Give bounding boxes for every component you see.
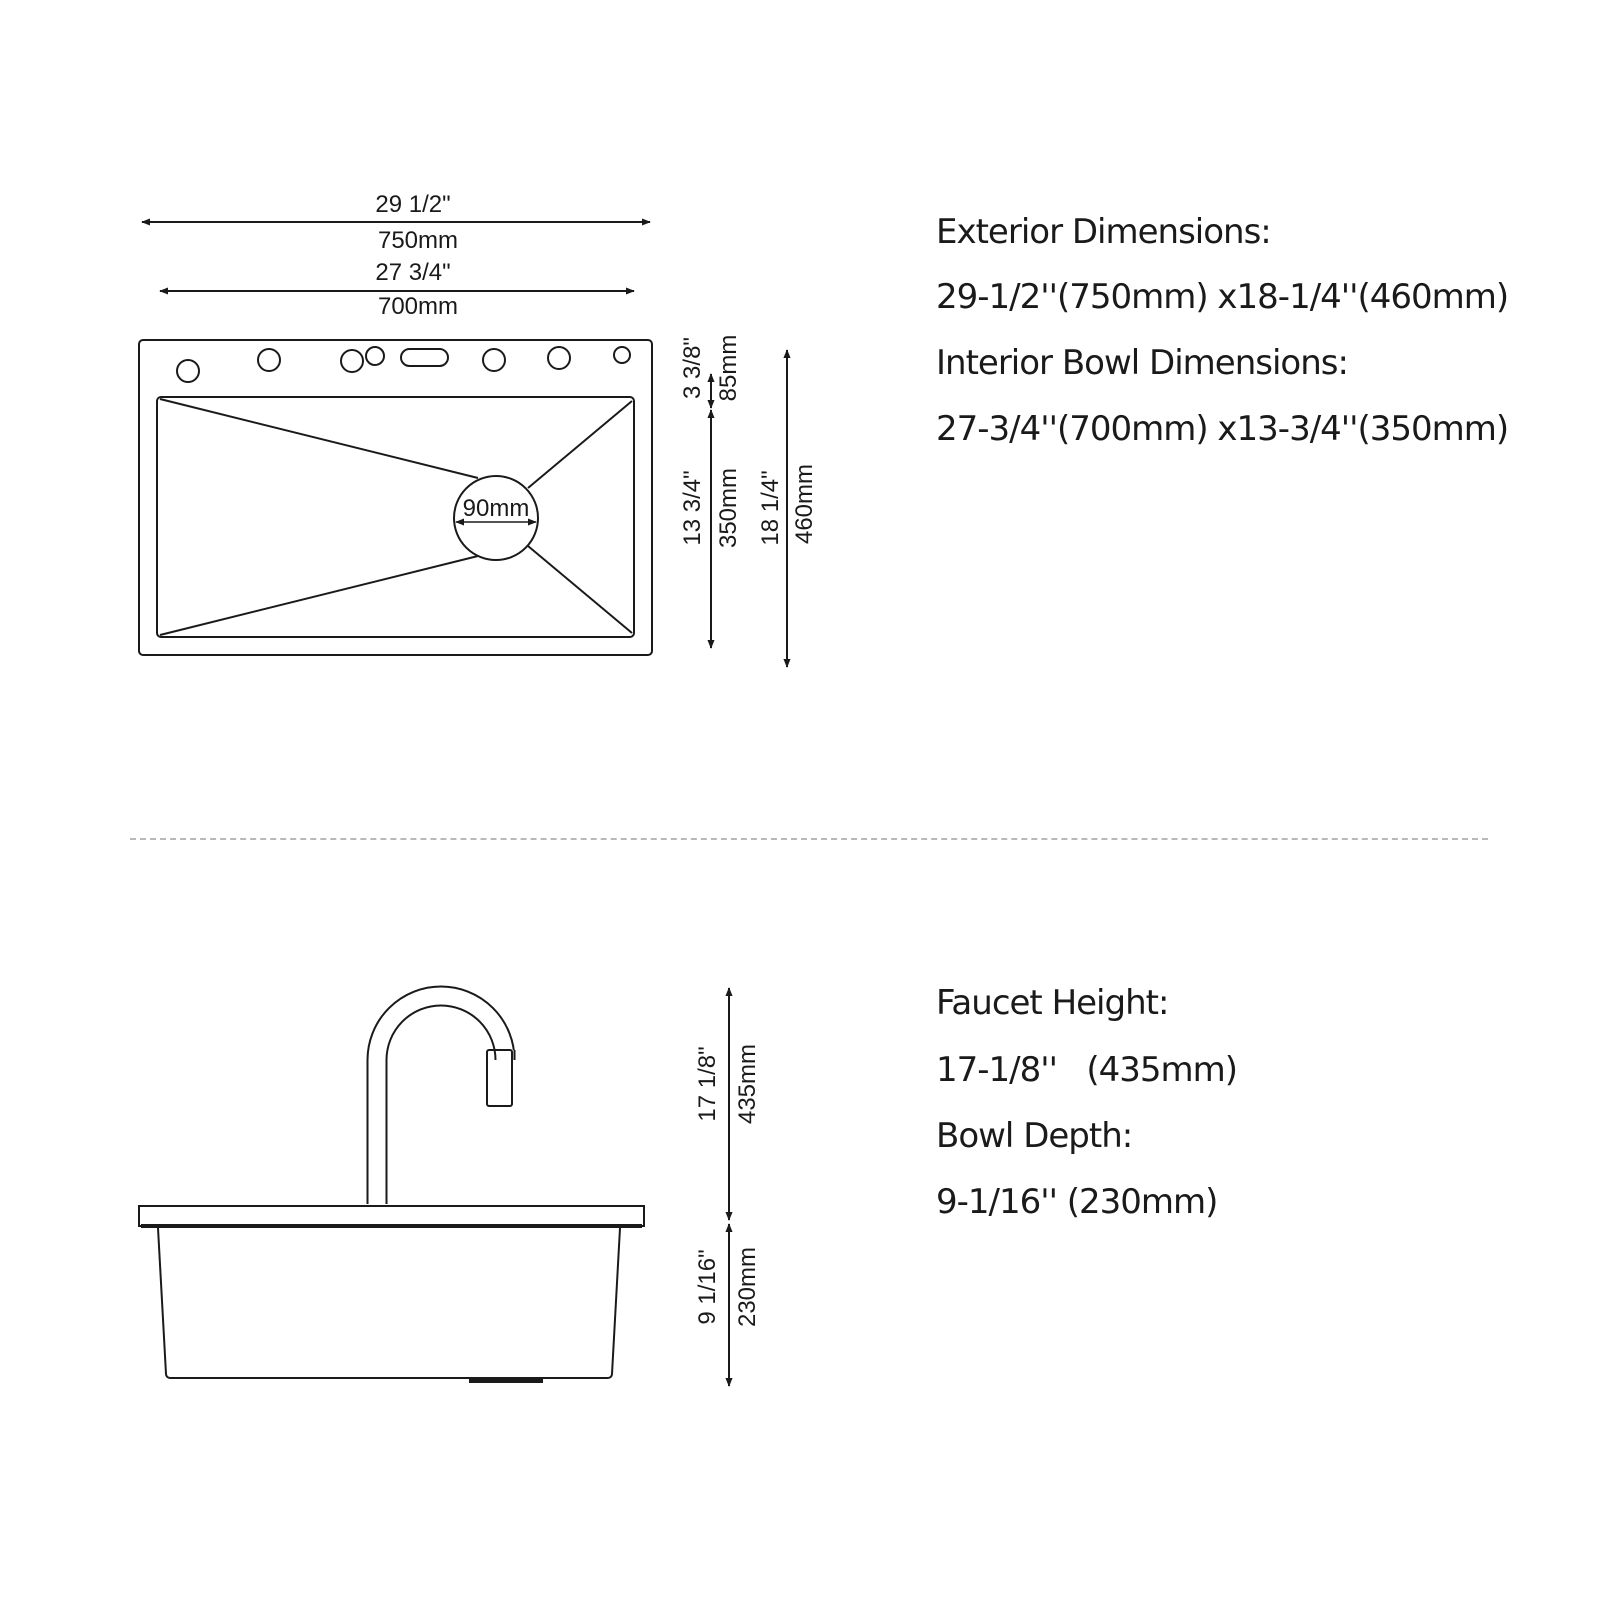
bowl-length-mm-label: 350mm <box>715 467 742 549</box>
ledge-hole <box>258 349 280 371</box>
ledge-slot <box>401 349 448 366</box>
interior-dimensions-label: Interior Bowl Dimensions: <box>936 343 1348 383</box>
bowl-slope-line <box>160 556 478 635</box>
bowl-slope-line <box>160 399 478 478</box>
sink-deck <box>139 1206 644 1226</box>
bowl-width-mm-label: 700mm <box>377 293 459 320</box>
ledge-hole <box>483 349 505 371</box>
bowl-profile <box>158 1228 620 1378</box>
ledge-hole <box>614 347 630 363</box>
bowl-width-in-label: 27 3/4" <box>375 259 451 286</box>
drain-diameter-label: 90mm <box>462 495 530 522</box>
ledge-depth-mm-label: 85mm <box>715 334 742 402</box>
overall-length-mm-label: 460mm <box>791 463 818 545</box>
ledge-hole <box>341 350 363 372</box>
faucet-height-mm-label: 435mm <box>734 1043 761 1125</box>
faucet-body <box>377 996 505 1204</box>
overall-length-in-label: 18 1/4" <box>757 470 784 546</box>
bowl-outline <box>157 397 634 637</box>
ledge-hole <box>366 347 384 365</box>
bowl-length-in-label: 13 3/4" <box>679 470 706 546</box>
faucet-height-in-label: 17 1/8" <box>694 1046 721 1122</box>
exterior-dimensions-label: Exterior Dimensions: <box>936 212 1271 252</box>
bowl-depth-mm-label: 230mm <box>734 1246 761 1328</box>
top-view <box>139 222 787 667</box>
bowl-depth-in-label: 9 1/16" <box>694 1249 721 1325</box>
ledge-hole <box>548 347 570 369</box>
sink-outline <box>139 340 652 655</box>
section-divider <box>130 838 1488 840</box>
bowl-depth-value: 9-1/16'' (230mm) <box>936 1182 1218 1222</box>
interior-dimensions-value: 27-3/4''(700mm) x13-3/4''(350mm) <box>936 409 1509 449</box>
ledge-depth-in-label: 3 3/8" <box>679 337 706 399</box>
bowl-slope-line <box>528 546 632 633</box>
bowl-slope-line <box>528 401 632 488</box>
exterior-dimensions-value: 29-1/2''(750mm) x18-1/4''(460mm) <box>936 277 1509 317</box>
ledge-hole <box>177 360 199 382</box>
drain-stub <box>470 1378 542 1382</box>
overall-width-in-label: 29 1/2" <box>375 191 451 218</box>
side-view <box>139 988 729 1386</box>
faucet-height-label: Faucet Height: <box>936 983 1169 1023</box>
bowl-depth-label: Bowl Depth: <box>936 1116 1133 1156</box>
overall-width-mm-label: 750mm <box>377 227 459 254</box>
faucet-height-value: 17-1/8'' (435mm) <box>936 1050 1238 1090</box>
